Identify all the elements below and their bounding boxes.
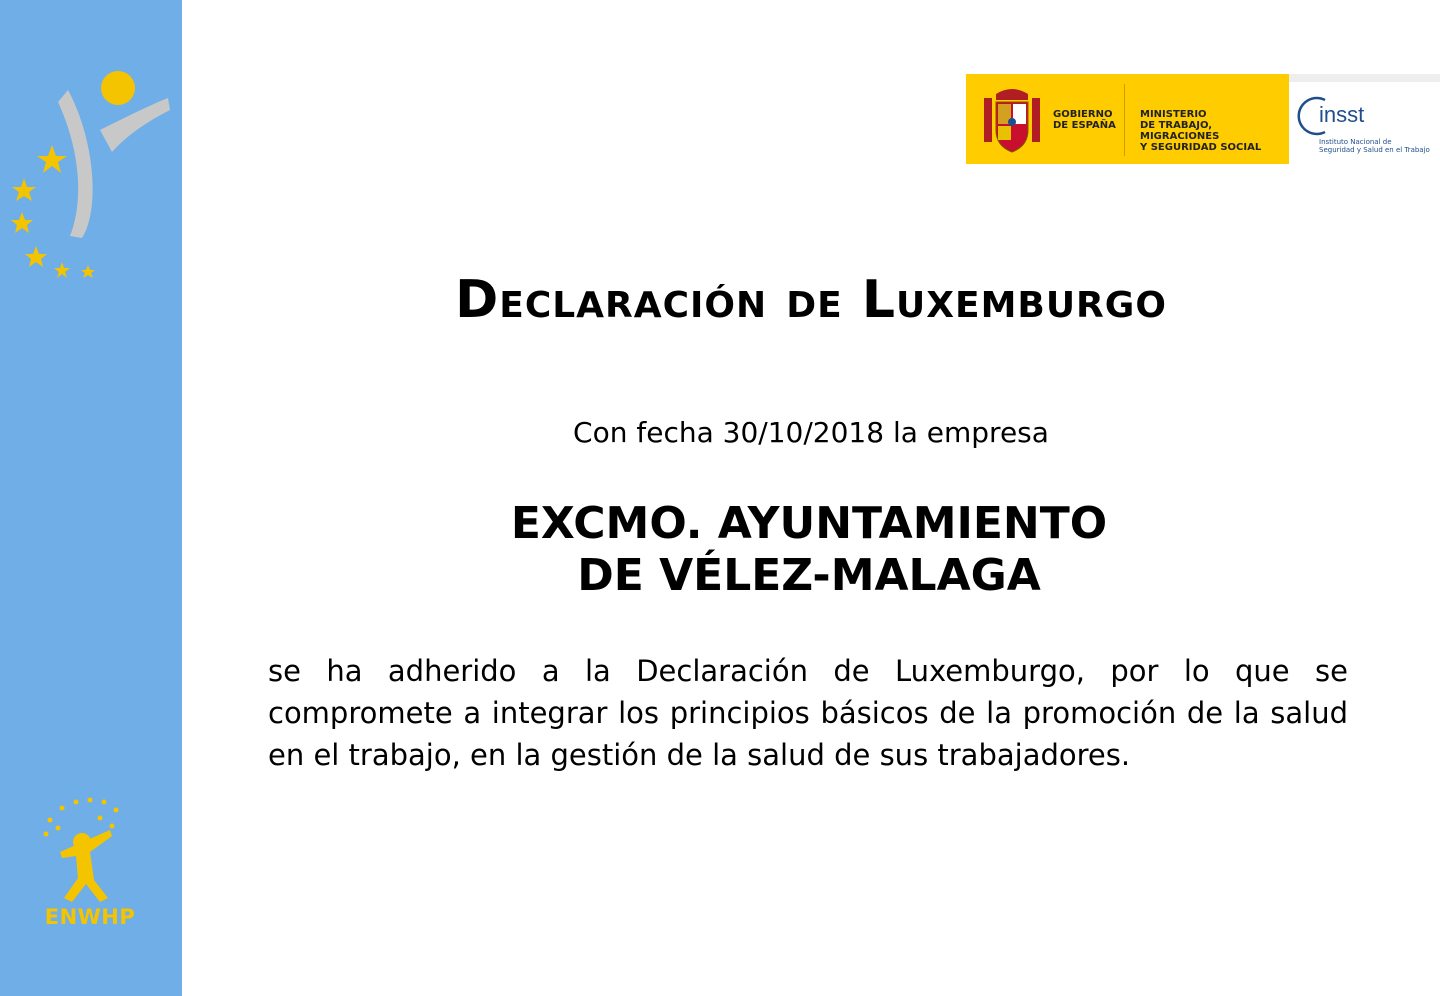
government-header-logo xyxy=(966,74,1440,164)
enwhp-label: ENWHP xyxy=(44,905,136,929)
figure-arm-icon xyxy=(100,98,170,152)
date-line: Con fecha 30/10/2018 la empresa xyxy=(573,416,1049,449)
gobierno-espana-label: GOBIERNO DE ESPAÑA xyxy=(1053,109,1116,131)
gov-divider xyxy=(1124,84,1125,156)
head-circle-icon xyxy=(101,71,135,105)
insst-logo xyxy=(1289,74,1440,164)
coat-of-arms-icon xyxy=(980,84,1044,156)
company-name xyxy=(182,498,1436,602)
eu-health-figure-logo xyxy=(0,60,182,290)
insst-top-bar xyxy=(1289,74,1440,82)
insst-wordmark: insst xyxy=(1319,102,1365,127)
company-line-2: DE VÉLEZ-MALAGA xyxy=(577,550,1041,601)
certificate-title: Declaración de Luxemburgo xyxy=(455,270,1167,330)
figure-arc-icon xyxy=(58,90,93,238)
gov-yellow-banner xyxy=(966,74,1289,164)
ministry-label: MINISTERIO DE TRABAJO, MIGRACIONES Y SEGURIDAD SOCIAL xyxy=(1140,109,1262,153)
sidebar xyxy=(0,0,182,996)
insst-subtitle: Instituto Nacional de Seguridad y Salud en el Trabajo xyxy=(1319,138,1430,154)
company-line-1: EXCMO. AYUNTAMIENTO xyxy=(510,498,1108,549)
adherence-statement: se ha adherido a la Declaración de Luxemburgo, por lo que se compromete a integrar los principios básicos de la promoción de la salud en el trabajo, en la gestión de la salud de sus trabajadores. xyxy=(268,654,1348,772)
